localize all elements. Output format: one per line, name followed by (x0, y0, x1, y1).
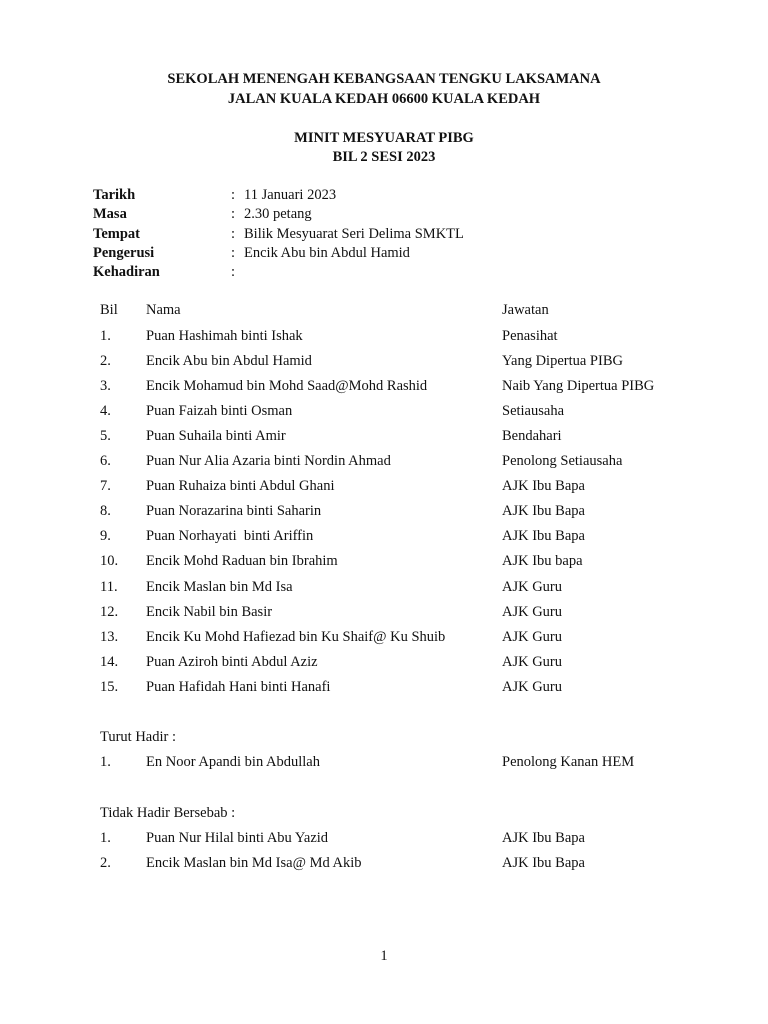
row-jawatan: AJK Ibu bapa (502, 553, 583, 569)
meta-value-tempat: Bilik Mesyuarat Seri Delima SMKTL (244, 226, 464, 242)
row-bil: 1. (100, 830, 111, 846)
row-nama: Encik Abu bin Abdul Hamid (146, 353, 312, 369)
meta-value-tarikh: 11 Januari 2023 (244, 187, 337, 203)
document-title: MINIT MESYUARAT PIBG (294, 130, 474, 146)
school-name: SEKOLAH MENENGAH KEBANGSAAN TENGKU LAKSAMANA (167, 71, 601, 87)
meta-colon: : (231, 187, 236, 203)
row-nama: Puan Norhayati binti Ariffin (146, 528, 314, 544)
row-bil: 9. (100, 528, 111, 544)
row-nama: Encik Mohamud bin Mohd Saad@Mohd Rashid (146, 378, 428, 394)
row-bil: 6. (100, 453, 111, 469)
table-row (0, 579, 768, 599)
table-row (0, 679, 768, 699)
row-jawatan: AJK Guru (502, 604, 563, 620)
header-nama: Nama (146, 302, 181, 318)
row-bil: 13. (100, 629, 119, 645)
row-jawatan: Yang Dipertua PIBG (502, 353, 623, 369)
tidak-hadir-row (0, 830, 768, 850)
row-jawatan: AJK Ibu Bapa (502, 503, 585, 519)
row-nama: Puan Norazarina binti Saharin (146, 503, 322, 519)
row-jawatan: AJK Guru (502, 679, 563, 695)
page-number: 1 (380, 948, 388, 964)
meta-colon: : (231, 206, 236, 222)
row-nama: Puan Ruhaiza binti Abdul Ghani (146, 478, 335, 494)
row-bil: 8. (100, 503, 111, 519)
turut-hadir-row (0, 754, 768, 774)
meta-label-kehadiran: Kehadiran (93, 264, 160, 280)
row-nama: Puan Hafidah Hani binti Hanafi (146, 679, 331, 695)
table-header-row (0, 302, 768, 322)
row-jawatan: AJK Ibu Bapa (502, 855, 585, 871)
row-nama: Encik Nabil bin Basir (146, 604, 273, 620)
table-row (0, 478, 768, 498)
row-jawatan: Penasihat (502, 328, 558, 344)
meta-label-masa: Masa (93, 206, 127, 222)
table-row (0, 353, 768, 373)
table-row (0, 428, 768, 448)
school-address: JALAN KUALA KEDAH 06600 KUALA KEDAH (227, 91, 541, 107)
table-row (0, 453, 768, 473)
row-bil: 7. (100, 478, 111, 494)
meta-colon: : (231, 245, 236, 261)
row-bil: 5. (100, 428, 111, 444)
table-row (0, 328, 768, 348)
row-jawatan: AJK Guru (502, 654, 563, 670)
row-jawatan: AJK Ibu Bapa (502, 830, 585, 846)
row-bil: 12. (100, 604, 119, 620)
table-row (0, 528, 768, 548)
row-bil: 11. (100, 579, 118, 595)
row-nama: Puan Suhaila binti Amir (146, 428, 286, 444)
row-jawatan: AJK Guru (502, 579, 563, 595)
row-bil: 2. (100, 855, 111, 871)
row-nama: Encik Ku Mohd Hafiezad bin Ku Shaif@ Ku Shuib (146, 629, 446, 645)
row-nama: Puan Hashimah binti Ishak (146, 328, 303, 344)
row-jawatan: AJK Ibu Bapa (502, 528, 585, 544)
meta-value-masa: 2.30 petang (244, 206, 312, 222)
row-bil: 3. (100, 378, 111, 394)
row-bil: 1. (100, 328, 111, 344)
row-bil: 1. (100, 754, 111, 770)
table-row (0, 503, 768, 523)
document-subtitle: BIL 2 SESI 2023 (332, 149, 436, 165)
table-row (0, 403, 768, 423)
row-nama: Encik Maslan bin Md Isa (146, 579, 293, 595)
table-row (0, 654, 768, 674)
row-bil: 14. (100, 654, 119, 670)
row-jawatan: Penolong Kanan HEM (502, 754, 635, 770)
row-nama: Puan Aziroh binti Abdul Aziz (146, 654, 318, 670)
turut-hadir-title: Turut Hadir : (100, 729, 176, 745)
meta-value-pengerusi: Encik Abu bin Abdul Hamid (244, 245, 410, 261)
row-nama: Encik Maslan bin Md Isa@ Md Akib (146, 855, 362, 871)
meta-colon: : (231, 226, 236, 242)
table-row (0, 378, 768, 398)
row-bil: 4. (100, 403, 111, 419)
row-nama: Puan Nur Alia Azaria binti Nordin Ahmad (146, 453, 391, 469)
row-jawatan: Naib Yang Dipertua PIBG (502, 378, 655, 394)
row-nama: Puan Nur Hilal binti Abu Yazid (146, 830, 329, 846)
row-jawatan: Bendahari (502, 428, 562, 444)
tidak-hadir-title: Tidak Hadir Bersebab : (100, 805, 236, 821)
row-bil: 15. (100, 679, 119, 695)
row-bil: 10. (100, 553, 119, 569)
header-jawatan: Jawatan (502, 302, 549, 318)
row-nama: En Noor Apandi bin Abdullah (146, 754, 320, 770)
row-jawatan: AJK Ibu Bapa (502, 478, 585, 494)
row-jawatan: Penolong Setiausaha (502, 453, 623, 469)
row-nama: Encik Mohd Raduan bin Ibrahim (146, 553, 338, 569)
meta-label-tarikh: Tarikh (93, 187, 136, 203)
row-bil: 2. (100, 353, 111, 369)
meta-label-tempat: Tempat (93, 226, 140, 242)
row-nama: Puan Faizah binti Osman (146, 403, 293, 419)
table-row (0, 604, 768, 624)
meta-label-pengerusi: Pengerusi (93, 245, 155, 261)
tidak-hadir-row (0, 855, 768, 875)
table-row (0, 629, 768, 649)
row-jawatan: Setiausaha (502, 403, 565, 419)
meta-colon: : (231, 264, 236, 280)
row-jawatan: AJK Guru (502, 629, 563, 645)
header-bil: Bil (100, 302, 118, 318)
table-row (0, 553, 768, 573)
